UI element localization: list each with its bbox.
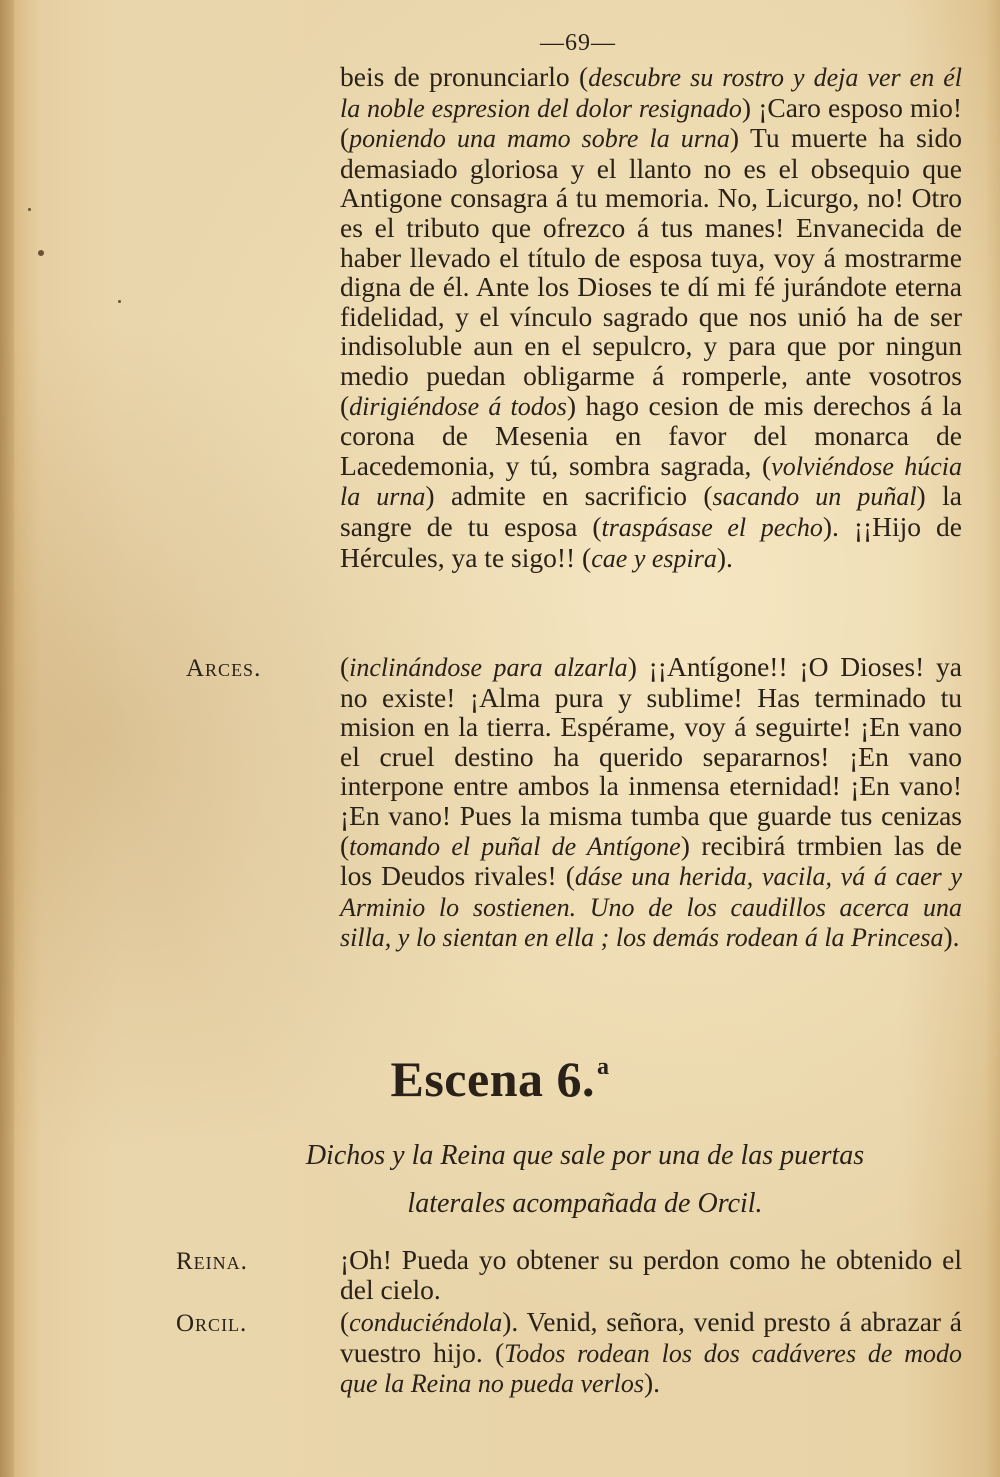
speaker-orcil: Orcil. — [176, 1310, 248, 1337]
antigone-speech-continuation — [340, 62, 962, 573]
stage-direction-italic: sacando un puñal — [712, 482, 917, 512]
dialogue-text: ) recibirá trmbien las de los Deudos rivales! ( — [340, 829, 962, 892]
dialogue-text: ) Tu muerte ha sido demasiado gloriosa y el llanto no es el obsequio que Antigone consagra á tu memoria. No, Licurgo, no! Otro es el tributo que ofrezco á tus manes! Envanecida de haber llevado el título de esposa tuya, voy á mostrarme digna de él. Ante los Dioses te dí mi fé jurándote eterna fidelidad, y el vínculo sagrado que nos unió ha de ser indisoluble aun en el sepulcro, y para que por ningun medio puedan obligarme á romperle, ante vosotros ( — [340, 122, 962, 421]
scene-stage-direction — [270, 1132, 900, 1228]
dialogue-text: ). — [943, 921, 960, 953]
dialogue-text: ¡Oh! Pueda yo obtener su perdon como he obtenido el del cielo. — [340, 1244, 962, 1305]
dialogue-text: ). Venid, señora, venid presto á abrazar á vuestro hijo. ( — [340, 1306, 962, 1368]
page-number: —69— — [540, 30, 616, 56]
dialogue-text: ). — [716, 541, 733, 573]
dialogue-text: ). — [644, 1367, 661, 1399]
stage-direction-line-2: laterales acompañada de Orcil. — [407, 1188, 763, 1219]
ink-speck — [118, 300, 121, 303]
orcil-speech — [340, 1307, 962, 1399]
ink-speck — [28, 208, 31, 211]
stage-direction-italic: poniendo una mamo sobre la urna — [349, 124, 730, 154]
stage-direction-italic: cae y espira — [591, 543, 717, 573]
dialogue-text: ( — [340, 1306, 350, 1337]
stage-direction-italic: traspásase el pecho — [601, 512, 823, 542]
stage-direction-italic: Todos rodean los dos cadáveres de modo que la Reina no pueda verlos — [340, 1338, 962, 1399]
dialogue-text: ). ¡¡Hijo de Hércules, ya te sigo!! ( — [340, 510, 962, 573]
stage-direction-line-1: Dichos y la Reina que sale por una de las puertas — [305, 1140, 865, 1171]
dialogue-text: ) la sangre de tu esposa ( — [340, 480, 962, 542]
scene-title: Escena 6. — [390, 1051, 595, 1107]
ink-speck — [38, 250, 44, 256]
stage-direction-italic: inclinándose para alzarla — [349, 653, 628, 682]
dialogue-text: beis de pronunciarlo ( — [340, 61, 589, 92]
stage-direction-italic: volviéndose húcia la urna — [340, 451, 962, 512]
stage-direction-italic: dáse una herida, vacila, vá á caer y Arminio lo sostienen. Uno de los caudillos acerca una silla, y lo sientan en ella ; los demás rodean á la Princesa — [340, 862, 962, 953]
dialogue-text: ) ¡¡Antígone!! ¡O Dioses! ya no existe! ¡Alma pura y sublime! Has terminado tu mision en la tierra. Espérame, voy á seguirte! ¡En vano el cruel destino ha querido separarnos! ¡En vano interpone entre ambos la inmensa eternidad! ¡En vano! ¡En vano! Pues la misma tumba que guarde tus cenizas ( — [340, 651, 962, 861]
scene-ordinal-suffix: a — [597, 1054, 610, 1080]
stage-direction-italic: tomando el puñal de Antígone — [349, 831, 681, 861]
dialogue-text: ) admite en sacrificio ( — [425, 480, 713, 512]
speaker-reina: Reina. — [176, 1248, 248, 1275]
dialogue-text: ( — [340, 651, 350, 682]
stage-direction-italic: conduciéndola — [349, 1308, 503, 1337]
arces-speech — [340, 652, 962, 953]
stage-direction-italic: dirigiéndose á todos — [349, 391, 567, 421]
scene-heading — [0, 1050, 1000, 1108]
stage-direction-italic: descubre su rostro y deja ver en él la noble espresion del dolor resignado — [340, 63, 963, 123]
speaker-arces: Arces. — [186, 655, 262, 682]
dialogue-text: ) hago cesion de mis derechos á la corona de Mesenia en favor del monarca de Lacedemonia, y tú, sombra sagrada, ( — [340, 389, 962, 481]
reina-speech — [340, 1245, 962, 1304]
page-spine-shadow — [0, 0, 14, 1477]
dialogue-text: ) ¡Caro esposo mio! ( — [340, 91, 962, 154]
